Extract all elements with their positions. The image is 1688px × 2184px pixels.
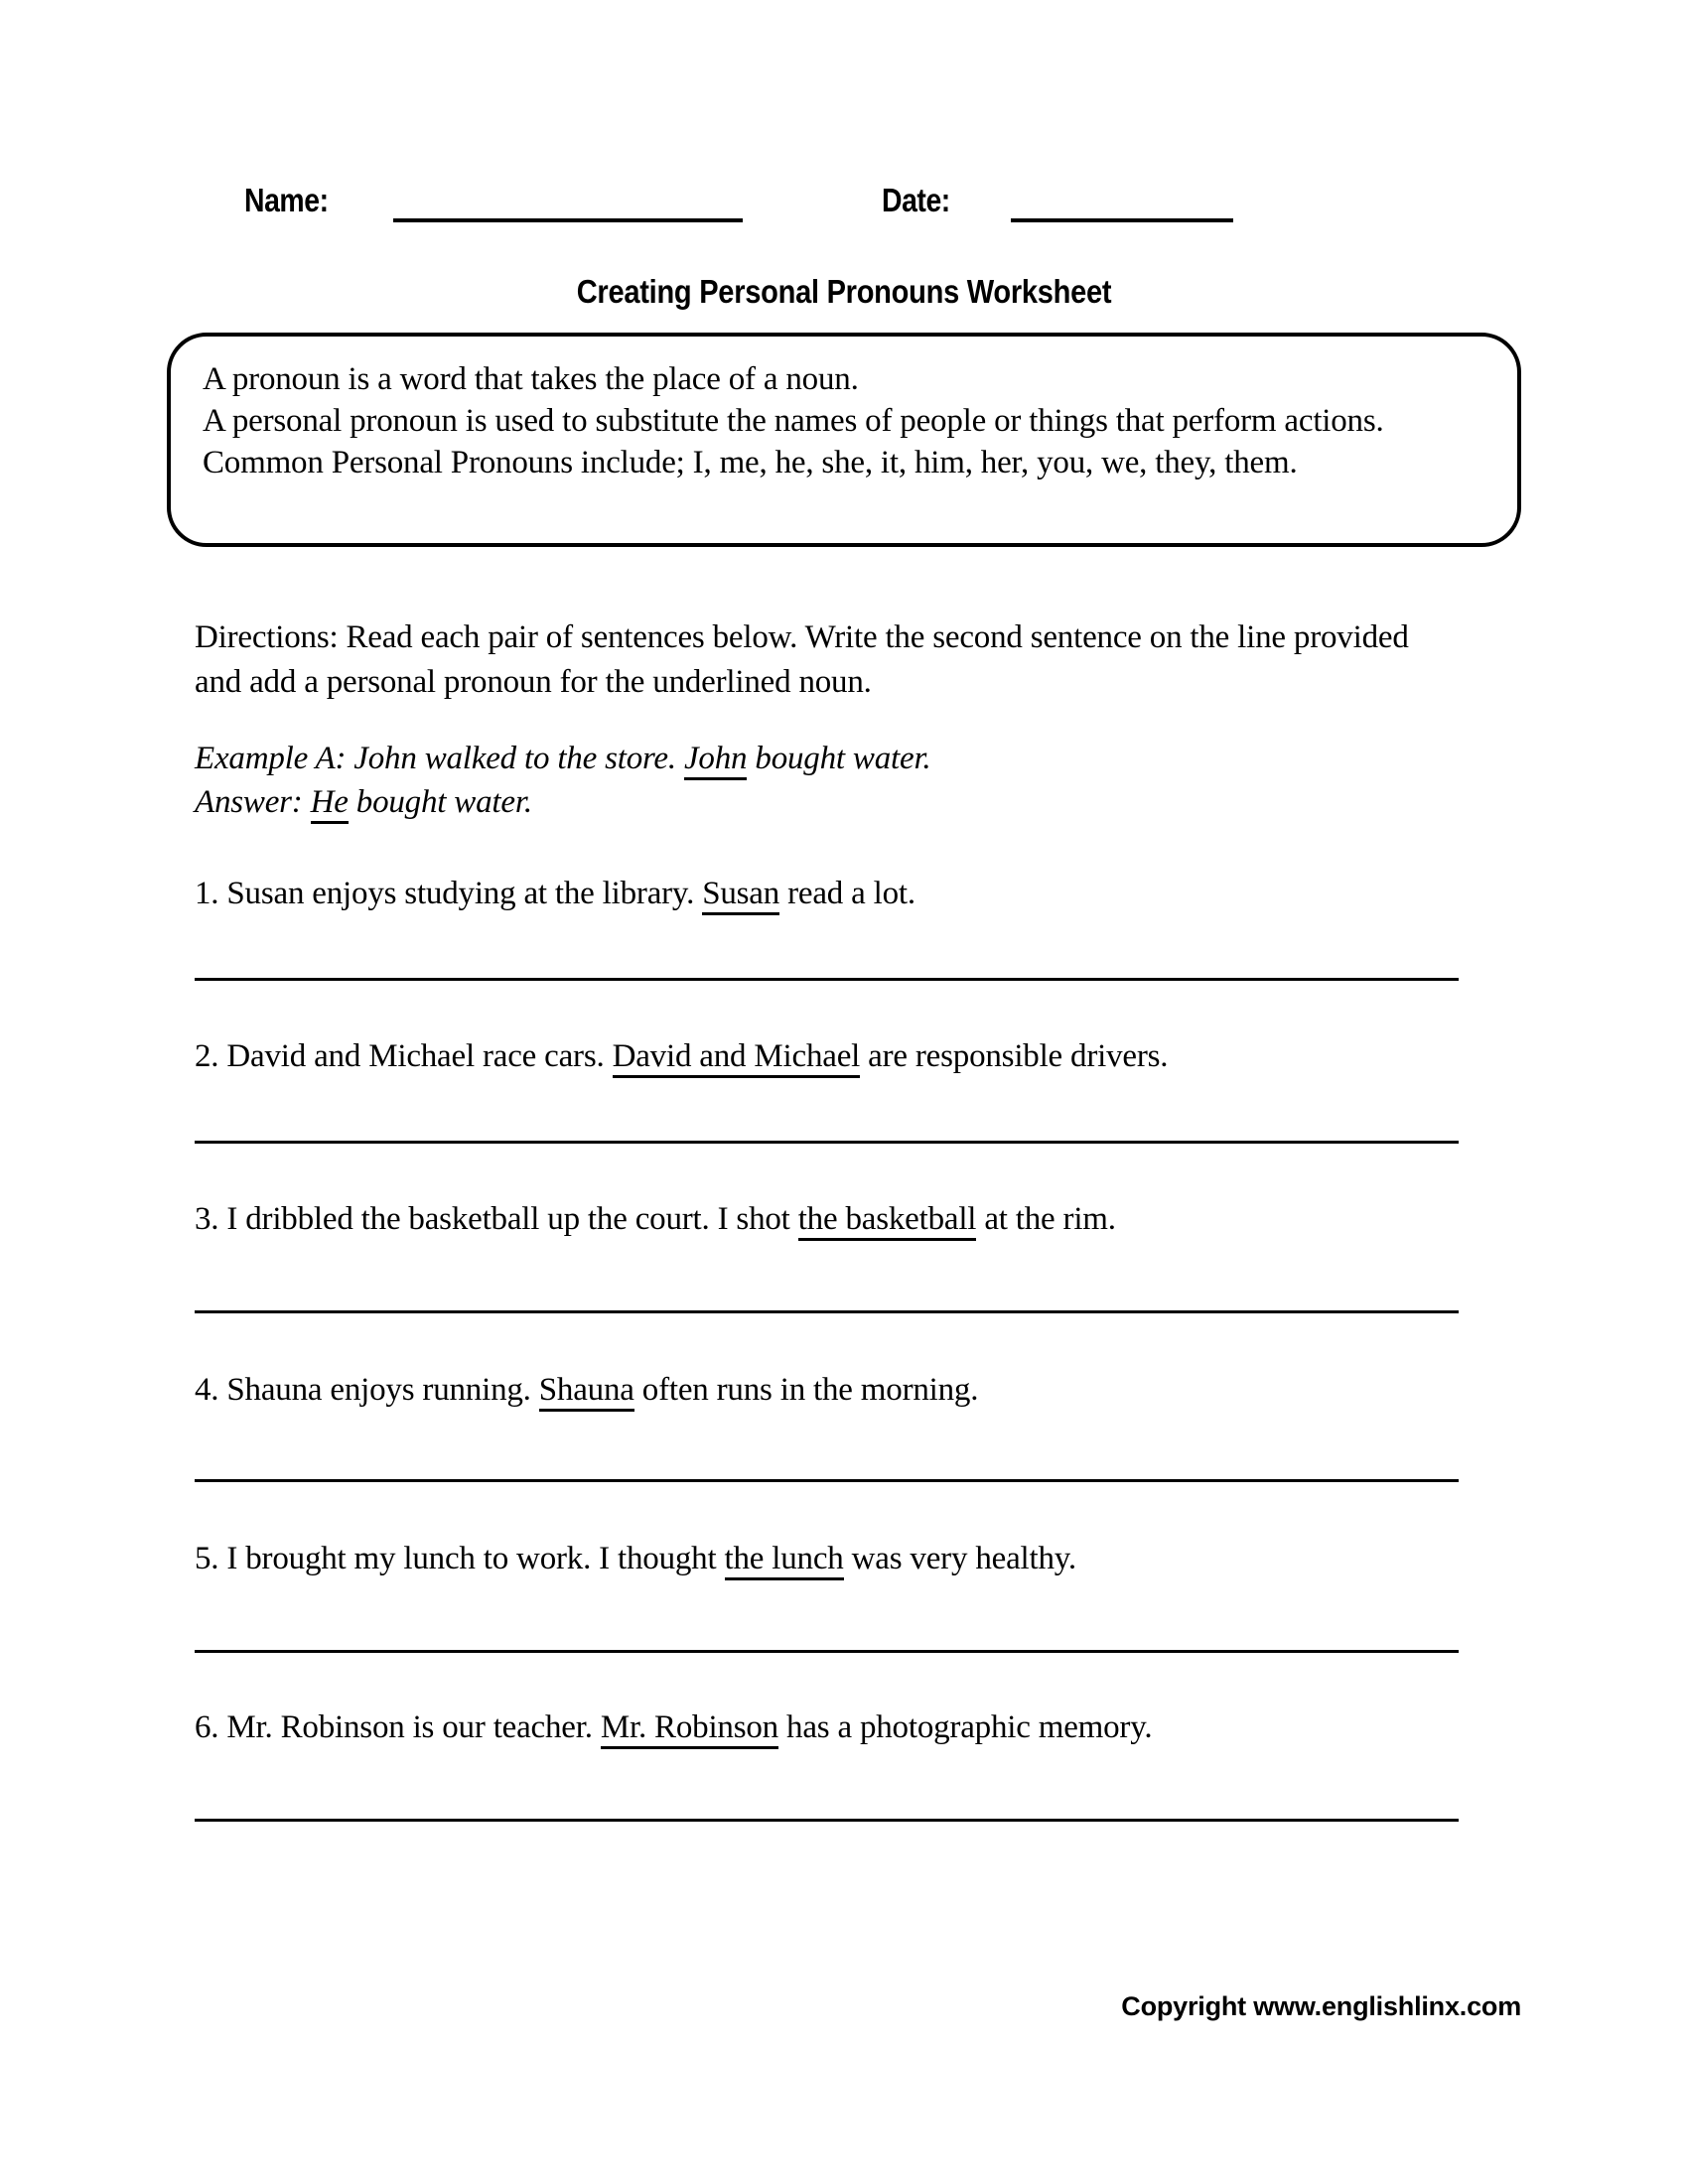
question-3-number: 3. — [195, 1201, 219, 1237]
question-4-number: 4. — [195, 1372, 219, 1408]
question-6 — [195, 1706, 1466, 1749]
question-6-number: 6. — [195, 1709, 219, 1745]
question-4-underlined-noun: Shauna — [539, 1372, 634, 1412]
name-label: Name: — [244, 182, 329, 218]
example-answer-suffix: bought water. — [348, 784, 532, 820]
definition-line-2: A personal pronoun is used to substitute the names of people or things that perform actions. — [203, 403, 1384, 439]
page-title-text: Creating Personal Pronouns Worksheet — [576, 273, 1112, 310]
example-answer-prefix: Answer: — [195, 784, 311, 820]
question-3 — [195, 1197, 1466, 1241]
name-blank-line[interactable] — [393, 218, 743, 222]
definition-line-3: Common Personal Pronouns include; I, me, he, she, it, him, her, you, we, they, them. — [203, 445, 1298, 480]
answer-line-5[interactable] — [195, 1650, 1459, 1653]
question-6-suffix: has a photographic memory. — [777, 1709, 1153, 1745]
question-3-prefix: I dribbled the basketball up the court. I shot — [218, 1201, 798, 1237]
question-1 — [195, 872, 1466, 915]
question-2 — [195, 1034, 1466, 1078]
question-5-prefix: I brought my lunch to work. I thought — [218, 1541, 725, 1576]
date-label: Date: — [882, 182, 950, 218]
question-3-suffix: at the rim. — [976, 1201, 1116, 1237]
question-4-text — [195, 1368, 1466, 1412]
question-1-number: 1. — [195, 876, 219, 911]
question-5-suffix: was very healthy. — [843, 1541, 1076, 1576]
example-answer — [195, 780, 1436, 824]
question-1-underlined-noun: Susan — [702, 876, 779, 915]
student-info-header — [199, 181, 1489, 230]
question-5-number: 5. — [195, 1541, 219, 1576]
question-6-prefix: Mr. Robinson is our teacher. — [218, 1709, 601, 1745]
answer-line-1[interactable] — [195, 978, 1459, 981]
question-4-prefix: Shauna enjoys running. — [218, 1372, 539, 1408]
question-3-underlined-noun: the basketball — [798, 1201, 977, 1241]
question-2-number: 2. — [195, 1038, 219, 1074]
question-4 — [195, 1368, 1466, 1412]
copyright-footer: Copyright www.englishlinx.com — [1121, 1991, 1521, 2021]
question-4-suffix: often runs in the morning. — [633, 1372, 979, 1408]
question-2-suffix: are responsible drivers. — [860, 1038, 1169, 1074]
date-blank-line[interactable] — [1011, 218, 1233, 222]
directions-text: Directions: Read each pair of sentences below. Write the second sentence on the line provided and add a personal pronoun for the underlined noun. — [195, 619, 1409, 700]
question-1-prefix: Susan enjoys studying at the library. — [218, 876, 703, 911]
question-5-underlined-noun: the lunch — [725, 1541, 844, 1580]
question-3-text — [195, 1197, 1466, 1241]
answer-line-4[interactable] — [195, 1479, 1459, 1482]
example-prompt-prefix: Example A: John walked to the store. — [195, 741, 684, 776]
example-block — [195, 737, 1436, 824]
example-answer-underlined-pronoun: He — [311, 784, 349, 824]
example-prompt-suffix: bought water. — [747, 741, 931, 776]
definition-box — [167, 333, 1521, 547]
definition-line-1: A pronoun is a word that takes the place of a noun. — [203, 361, 859, 397]
question-2-underlined-noun: David and Michael — [613, 1038, 861, 1078]
question-5 — [195, 1537, 1466, 1580]
answer-line-3[interactable] — [195, 1310, 1459, 1313]
question-6-text — [195, 1706, 1466, 1749]
question-5-text — [195, 1537, 1466, 1580]
question-2-text — [195, 1034, 1466, 1078]
answer-line-2[interactable] — [195, 1141, 1459, 1144]
question-1-suffix: read a lot. — [779, 876, 915, 911]
question-1-text — [195, 872, 1466, 915]
answer-line-6[interactable] — [195, 1819, 1459, 1822]
example-prompt — [195, 737, 1436, 780]
page-title — [0, 273, 1688, 311]
question-6-underlined-noun: Mr. Robinson — [601, 1709, 778, 1749]
question-2-prefix: David and Michael race cars. — [218, 1038, 613, 1074]
example-prompt-underlined-noun: John — [684, 741, 747, 780]
